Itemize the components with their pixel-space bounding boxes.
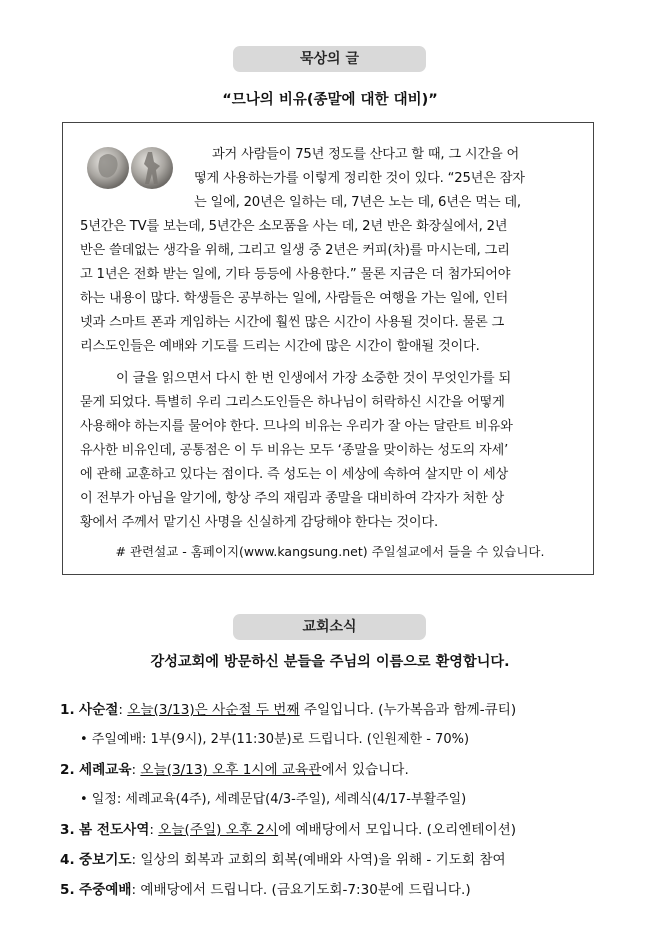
news-sub-worship-times: • 주일예배: 1부(9시), 2부(11:30분)로 드립니다. (인원제한 - 70%) bbox=[80, 732, 470, 747]
text-line: 하는 내용이 많다. 학생들은 공부하는 일에, 사람들은 여행을 가는 일에, 인터 bbox=[80, 291, 509, 306]
text-line: 에 관해 교훈하고 있다는 점이다. 즉 성도는 이 세상에 속하여 살지만 이 세상 bbox=[80, 467, 509, 482]
news-item-evangelism: 3. 봄 전도사역: 오늘(주일) 오후 2시에 예배당에서 모입니다. (오리엔테이션) bbox=[60, 822, 517, 838]
text-line: 유사한 비유인데, 공통점은 이 두 비유는 모두 ‘종말을 맞이하는 성도의 자세’ bbox=[80, 443, 509, 458]
meditation-header: 묵상의 글 bbox=[233, 46, 426, 72]
news-item-lent: 1. 사순절: 오늘(3/13)은 사순절 두 번째 주일입니다. (누가복음과 함께-큐티) bbox=[60, 702, 517, 718]
text-line: 이 전부가 아님을 알기에, 항상 주의 재림과 종말을 대비하여 각자가 처한 상 bbox=[80, 491, 505, 506]
text-line: 황에서 주께서 맡기신 사명을 신실하게 감당해야 한다는 것이다. bbox=[80, 515, 438, 530]
news-sub-baptism-schedule: • 일정: 세례교육(4주), 세례문답(4/3-주일), 세례식(4/17-부활주일) bbox=[80, 792, 467, 807]
sermon-source-note: # 관련설교 - 홈페이지(www.kangsung.net) 주일설교에서 들을 수 있습니다. bbox=[115, 544, 545, 559]
news-item-baptism-class: 2. 세례교육: 오늘(3/13) 오후 1시에 교육관에서 있습니다. bbox=[60, 762, 409, 778]
news-header: 교회소식 bbox=[233, 614, 426, 640]
text-line: 이 글을 읽으면서 다시 한 번 인생에서 가장 소중한 것이 무엇인가를 되 bbox=[116, 371, 512, 386]
welcome-message: 강성교회에 방문하신 분들을 주님의 이름으로 환영합니다. bbox=[150, 654, 510, 670]
news-item-intercession: 4. 중보기도: 일상의 회복과 교회의 회복(예배와 사역)을 위해 - 기도회 참여 bbox=[60, 852, 506, 868]
text-line: 넷과 스마트 폰과 게임하는 시간에 훨씬 많은 시간이 사용될 것이다. 물론 그 bbox=[80, 315, 505, 330]
text-line: 5년간은 TV를 보는데, 5년간은 소모품을 사는 데, 2년 반은 화장실에서, 2년 bbox=[80, 219, 508, 234]
text-line: 리스도인들은 예배와 기도를 드리는 시간에 많은 시간이 할애될 것이다. bbox=[80, 339, 480, 354]
news-item-weekday-service: 5. 주중예배: 예배당에서 드립니다. (금요기도회-7:30분에 드립니다.) bbox=[60, 882, 471, 898]
text-line: 떻게 사용하는가를 이렇게 정리한 것이 있다. “25년은 잠자 bbox=[194, 171, 525, 186]
text-line: 묻게 되었다. 특별히 우리 그리스도인들은 하나님이 허락하신 시간을 어떻게 bbox=[80, 395, 505, 410]
text-line: 는 일에, 20년은 일하는 데, 7년은 노는 데, 6년은 먹는 데, bbox=[194, 195, 521, 210]
text-line: 과거 사람들이 75년 정도를 산다고 할 때, 그 시간을 어 bbox=[212, 147, 520, 162]
ancient-coins-image bbox=[86, 140, 176, 196]
text-line: 반은 쓸데없는 생각을 위해, 그리고 일생 중 2년은 커피(차)를 마시는데, 그리 bbox=[80, 243, 510, 258]
text-line: 사용해야 하는지를 물어야 한다. 므나의 비유는 우리가 잘 아는 달란트 비유와 bbox=[80, 419, 513, 434]
text-line: 고 1년은 전화 받는 일에, 기타 등등에 사용한다.” 물론 지금은 더 첨가되어야 bbox=[80, 267, 511, 282]
meditation-title: “므나의 비유(종말에 대한 대비)” bbox=[222, 92, 438, 108]
